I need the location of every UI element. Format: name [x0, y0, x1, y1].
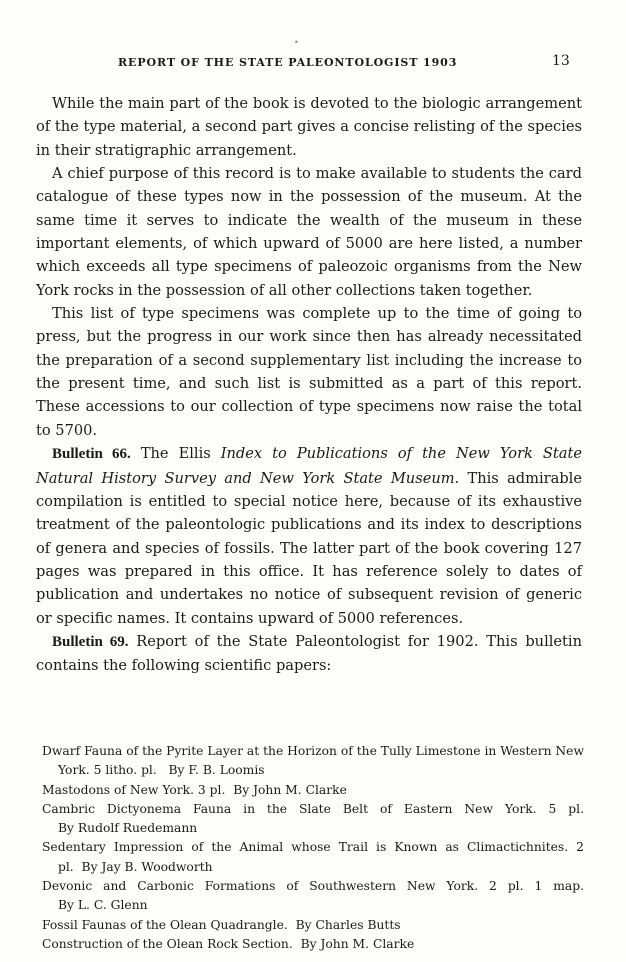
paper-title: Dwarf Fauna of the Pyrite Layer at the Horizon of the Tully Limestone in Western New York. 5 litho. pl. — [42, 744, 584, 778]
page-header — [0, 53, 626, 76]
list-item — [42, 838, 584, 877]
list-item — [42, 781, 584, 800]
paragraph-text: Report of the State Paleontologist for 1902. This bulletin contains the following scientific papers: — [36, 632, 582, 675]
list-item — [42, 877, 584, 916]
paragraph-intro — [36, 92, 582, 162]
paper-author: By Jay B. Woodworth — [81, 859, 213, 874]
list-item — [42, 935, 584, 954]
list-item — [42, 916, 584, 935]
running-head: REPORT OF THE STATE PALEONTOLOGIST 1903 — [118, 56, 458, 69]
paragraph-text: This admirable compilation is entitled to special notice here, because of its exhaustive treatment of the paleontologic publications and its index to descriptions of genera and species of fossils. The latter part of the book covering 127 pages was prepared in this office. It has reference solely to dates of publication and undertakes no notice of subsequent revision of generic or specific names. It contains upward of 5000 references. — [36, 469, 582, 627]
bulletin-69-label: Bulletin 69. — [52, 633, 129, 650]
list-item — [42, 742, 584, 781]
paper-title: Sedentary Impression of the Animal whose Trail is Known as Climactichnites. 2 pl. — [42, 840, 584, 874]
bulletin-66-label: Bulletin 66. — [52, 446, 131, 463]
list-item — [42, 800, 584, 839]
paper-title: Fossil Faunas of the Olean Quadrangle. — [42, 917, 288, 932]
paper-author: By L. C. Glenn — [58, 898, 148, 913]
paper-author: By John M. Clarke — [300, 936, 415, 951]
publication-title: Index to Publications of the New York State Natural History Survey and New York State Museum. — [36, 445, 582, 487]
paragraph-text: A chief purpose of this record is to make available to students the card catalogue of these types now in the possession of the museum. At the same time it serves to indicate the wealth of the museum in these important elements, of which upward of 5000 are here listed, a number which exceeds all type specimens of paleozoic organisms from the New York rocks in the possession of all other collections taken together. — [36, 165, 582, 299]
paper-author: By John M. Clarke — [233, 782, 347, 797]
paragraph-bulletin-66 — [36, 442, 582, 630]
scan-speck: • — [294, 38, 299, 47]
body-text — [36, 92, 582, 678]
paragraph-purpose — [36, 162, 582, 302]
paragraph-text: This list of type specimens was complete up to the time of going to press, but the progress in our work since then has already necessitated the preparation of a second supplementary list including the increase to the present time, and such list is submitted as a part of this report. These accessions to our collection of type specimens now raise the total to 5700. — [36, 305, 582, 439]
papers-list — [42, 742, 584, 954]
paper-title: Cambric Dictyonema Fauna in the Slate Belt of Eastern New York. 5 pl. — [42, 801, 584, 816]
paper-title: Mastodons of New York. 3 pl. — [42, 782, 226, 797]
paper-author: By F. B. Loomis — [168, 763, 265, 778]
paragraph-type-list — [36, 302, 582, 442]
paragraph-text: While the main part of the book is devoted to the biologic arrangement of the type material, a second part gives a concise relisting of the species in their stratigraphic arrangement. — [36, 95, 582, 159]
paragraph-bulletin-69 — [36, 630, 582, 678]
page-number: 13 — [552, 53, 570, 69]
paper-author: By Rudolf Ruedemann — [58, 821, 198, 836]
paper-title: Construction of the Olean Rock Section. — [42, 936, 293, 951]
paper-author: By Charles Butts — [295, 917, 401, 932]
paper-title: Devonic and Carbonic Formations of Southwestern New York. 2 pl. 1 map. — [42, 879, 584, 894]
paragraph-lead: The Ellis — [130, 445, 221, 463]
